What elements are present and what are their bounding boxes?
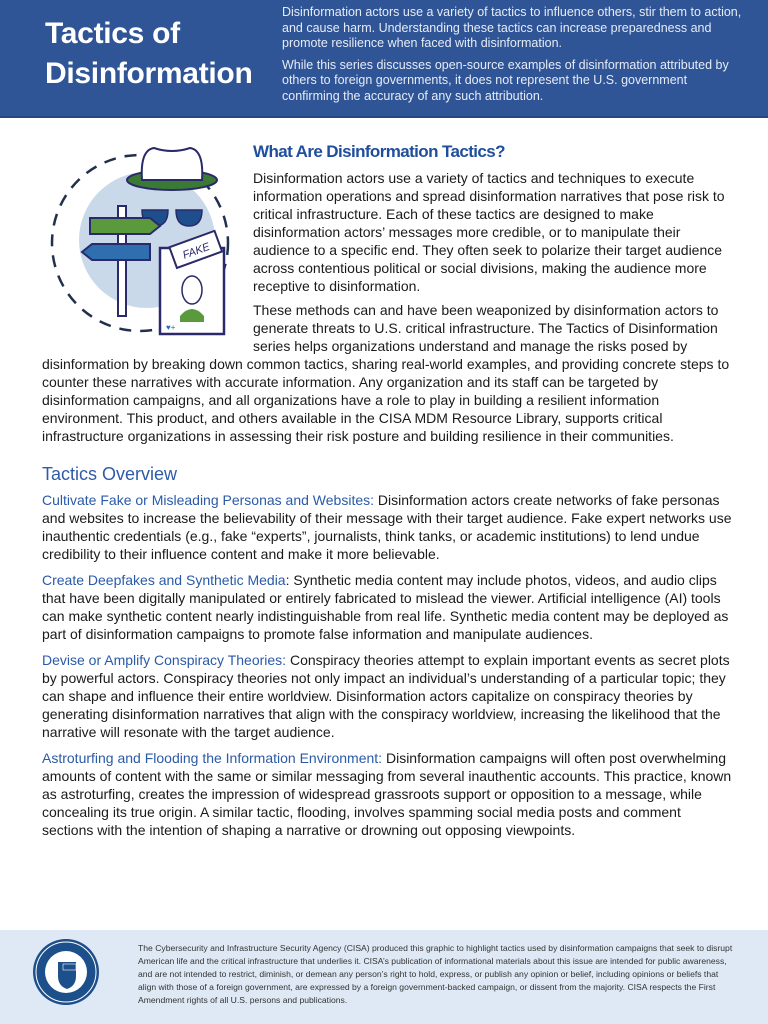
signpost-left (82, 244, 150, 260)
footer (0, 930, 768, 1024)
main-content (42, 140, 732, 847)
disclaimer-paragraph: While this series discusses open-source examples of disinformation attributed by others to foreign governments, it does not represent the U.S. government confirming the accuracy of any such attribution. (282, 57, 729, 103)
paragraph: Disinformation actors use a variety of tactics and techniques to execute information operations and spread disinformation narratives that pose risk to critical infrastructure. Each of these tactics are designed to make disinformation actors’ messages more credible, or to manipulate their audience to a specific end. They often seek to polarize their target audience across contentious political or social divisions, making the audience more receptive to disinformation. (253, 170, 725, 294)
header-banner (0, 0, 768, 118)
section-heading-overview: Tactics Overview (42, 464, 178, 484)
cisa-seal-logo (32, 938, 100, 1006)
svg-text:♥+: ♥+ (166, 323, 176, 332)
page-title (45, 14, 252, 94)
tactic-text: Conspiracy theories attempt to explain important events as secret plots by powerful actors. Conspiracy theories not only impact an individual’s understanding of a particular topic; they can shape and influence their entire worldview. Disinformation actors capitalize on conspiracy theories by generating disinformation narratives that align with the conspiracy worldview, increasing the likelihood that the narrative will resonate with the target audience. (42, 652, 730, 740)
tactic-text: Disinformation campaigns will often post overwhelming amounts of content with the same or similar messaging from several inauthentic accounts. This practice, known as astroturfing, creates the impression of widespread grassroots support or opposition to a message, while concealing its true origin. A similar tactic, flooding, involves spamming social media posts and comment sections with the intention of shaping a narrative or drowning out opposing viewpoints. (42, 750, 732, 838)
tactic-title: Create Deepfakes and Synthetic Media (42, 572, 286, 588)
tactic-text: : Synthetic media content may include photos, videos, and audio clips that have been digitally manipulated or entirely fabricated to mislead the viewer. Artificial intelligence (AI) tools can make synthetic content nearly indistinguishable from real life. Synthetic media content may be deployed as part of disinformation campaigns to promote false information and manipulate audiences. (42, 572, 729, 642)
footer-disclaimer: The Cybersecurity and Infrastructure Security Agency (CISA) produced this graphic to highlight tactics used by disinformation campaigns that seek to disrupt American life and the critical infrastructure that underlies it. CISA’s publication of informational materials about this issue are intended for public awareness, and are not intended to restrict, diminish, or demean any person’s right to hold, express, or publish any opinion or belief, including opinions or beliefs that align with those of a foreign government, are expressed by a foreign government-backed campaign, or dissent from the majority. CISA respects the First Amendment rights of all U.S. persons and publications. (138, 943, 733, 1005)
tactic-item (42, 491, 732, 563)
tactic-title: Cultivate Fake or Misleading Personas and Websites: (42, 492, 375, 508)
disinformation-illustration (42, 140, 253, 352)
section-heading-what-are: What Are Disinformation Tactics? (253, 142, 505, 161)
tactic-item (42, 651, 732, 741)
tactic-title: Devise or Amplify Conspiracy Theories: (42, 652, 287, 668)
fake-sign-text: FAKE (181, 240, 212, 262)
intro-text (282, 5, 742, 104)
tactic-item (42, 571, 732, 643)
paragraph: These methods can and have been weaponized by disinformation actors to generate threats to U.S. critical infrastructure. The Tactics of Disinformation series helps organizations understand and manage the risks posed by disinformation by breaking down common tactics, sharing real-world examples, and providing concrete steps to counter these narratives with accurate information. Any organization and its staff can be targeted by disinformation campaigns, and all organizations have a role to play in building a resilient information environment. This product, and others available in the CISA MDM Resource Library, supports critical infrastructure organizations in assessing their risk posture and building resilience in their communities. (42, 302, 730, 444)
signpost-right (90, 218, 160, 234)
title-line-2: Disinformation (45, 57, 253, 90)
tactic-text: Disinformation actors create networks of fake personas and websites to increase the believability of their message with their target audience. Fake expert networks use inauthentic credentials (e.g., fake “experts”, journalists, think tanks, or academic institutions) to lend undue credibility to their influence content and make it more believable. (42, 492, 732, 562)
title-line-1: Tactics of (45, 17, 180, 50)
tactic-title: Astroturfing and Flooding the Information Environment: (42, 750, 383, 766)
tactic-item (42, 749, 732, 839)
intro-paragraph: Disinformation actors use a variety of tactics to influence others, stir them to action, and cause harm. Understanding these tactics can increase preparedness and promote resilience when faced with disinformation. (282, 5, 742, 50)
